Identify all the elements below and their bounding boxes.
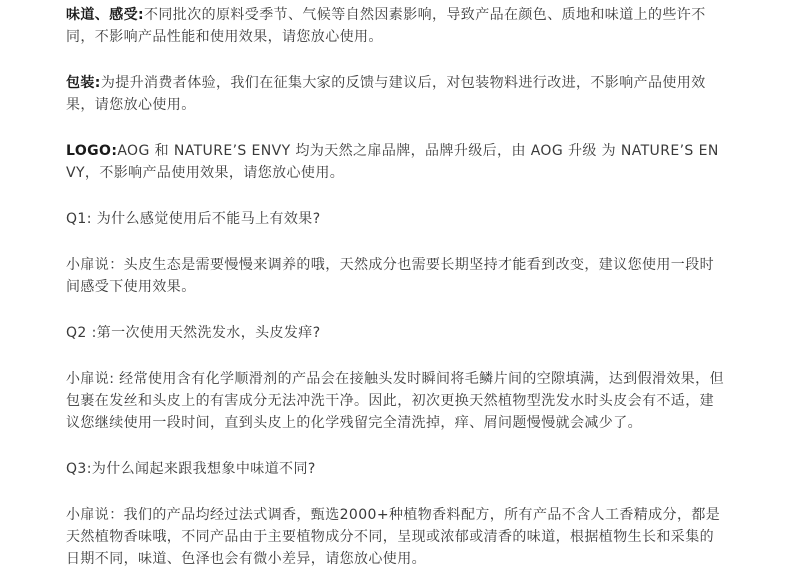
taste-paragraph (66, 4, 724, 48)
faq-answer-1: 小扉说：头皮生态是需要慢慢来调养的哦，天然成分也需要长期坚持才能看到改变，建议您使用一段时间感受下使用效果。 (66, 257, 714, 295)
spacer (66, 344, 724, 368)
packaging-paragraph (66, 72, 724, 116)
logo-paragraph (66, 140, 724, 184)
faq-question-1: Q1: 为什么感觉使用后不能马上有效果? (66, 211, 321, 227)
faq-answer-2: 小扉说: 经常使用含有化学顺滑剂的产品会在接触头发时瞬间将毛鳞片间的空隙填满，达到假滑效果，但包裹在发丝和头皮上的有害成分无法冲洗干净。因此，初次更换天然植物型洗发水时头皮会有不适，建议您继续使用一段时间，直到头皮上的化学残留完全清洗掉，痒、屑问题慢慢就会减少了。 (66, 371, 724, 431)
faq-question-3: Q3:为什么闻起来跟我想象中味道不同? (66, 461, 316, 477)
logo-text: AOG 和 NATURE’S ENVY 均为天然之扉品牌，品牌升级后，由 AOG 升级 为 NATURE’S ENVY，不影响产品使用效果，请您放心使用。 (66, 143, 719, 181)
spacer (66, 116, 724, 140)
packaging-label: 包装: (66, 75, 101, 91)
spacer (66, 48, 724, 72)
taste-label: 味道、感受: (66, 7, 144, 23)
logo-label: LOGO: (66, 143, 118, 159)
spacer (66, 298, 724, 322)
spacer (66, 184, 724, 208)
faq-question-2: Q2 :第一次使用天然洗发水，头皮发痒? (66, 325, 321, 341)
faq-answer-3: 小扉说：我们的产品均经过法式调香，甄选2000+种植物香料配方，所有产品不含人工香精成分，都是天然植物香味哦，不同产品由于主要植物成分不同，呈现或浓郁或清香的味道，根据植物生长和采集的日期不同，味道、色泽也会有微小差异，请您放心使用。 (66, 507, 721, 567)
taste-text: 不同批次的原料受季节、气候等自然因素影响，导致产品在颜色、质地和味道上的些许不同，不影响产品性能和使用效果，请您放心使用。 (66, 7, 706, 45)
spacer (66, 434, 724, 458)
spacer (66, 480, 724, 504)
spacer (66, 230, 724, 254)
packaging-text: 为提升消费者体验，我们在征集大家的反馈与建议后，对包装物料进行改进，不影响产品使用效果，请您放心使用。 (66, 75, 706, 113)
